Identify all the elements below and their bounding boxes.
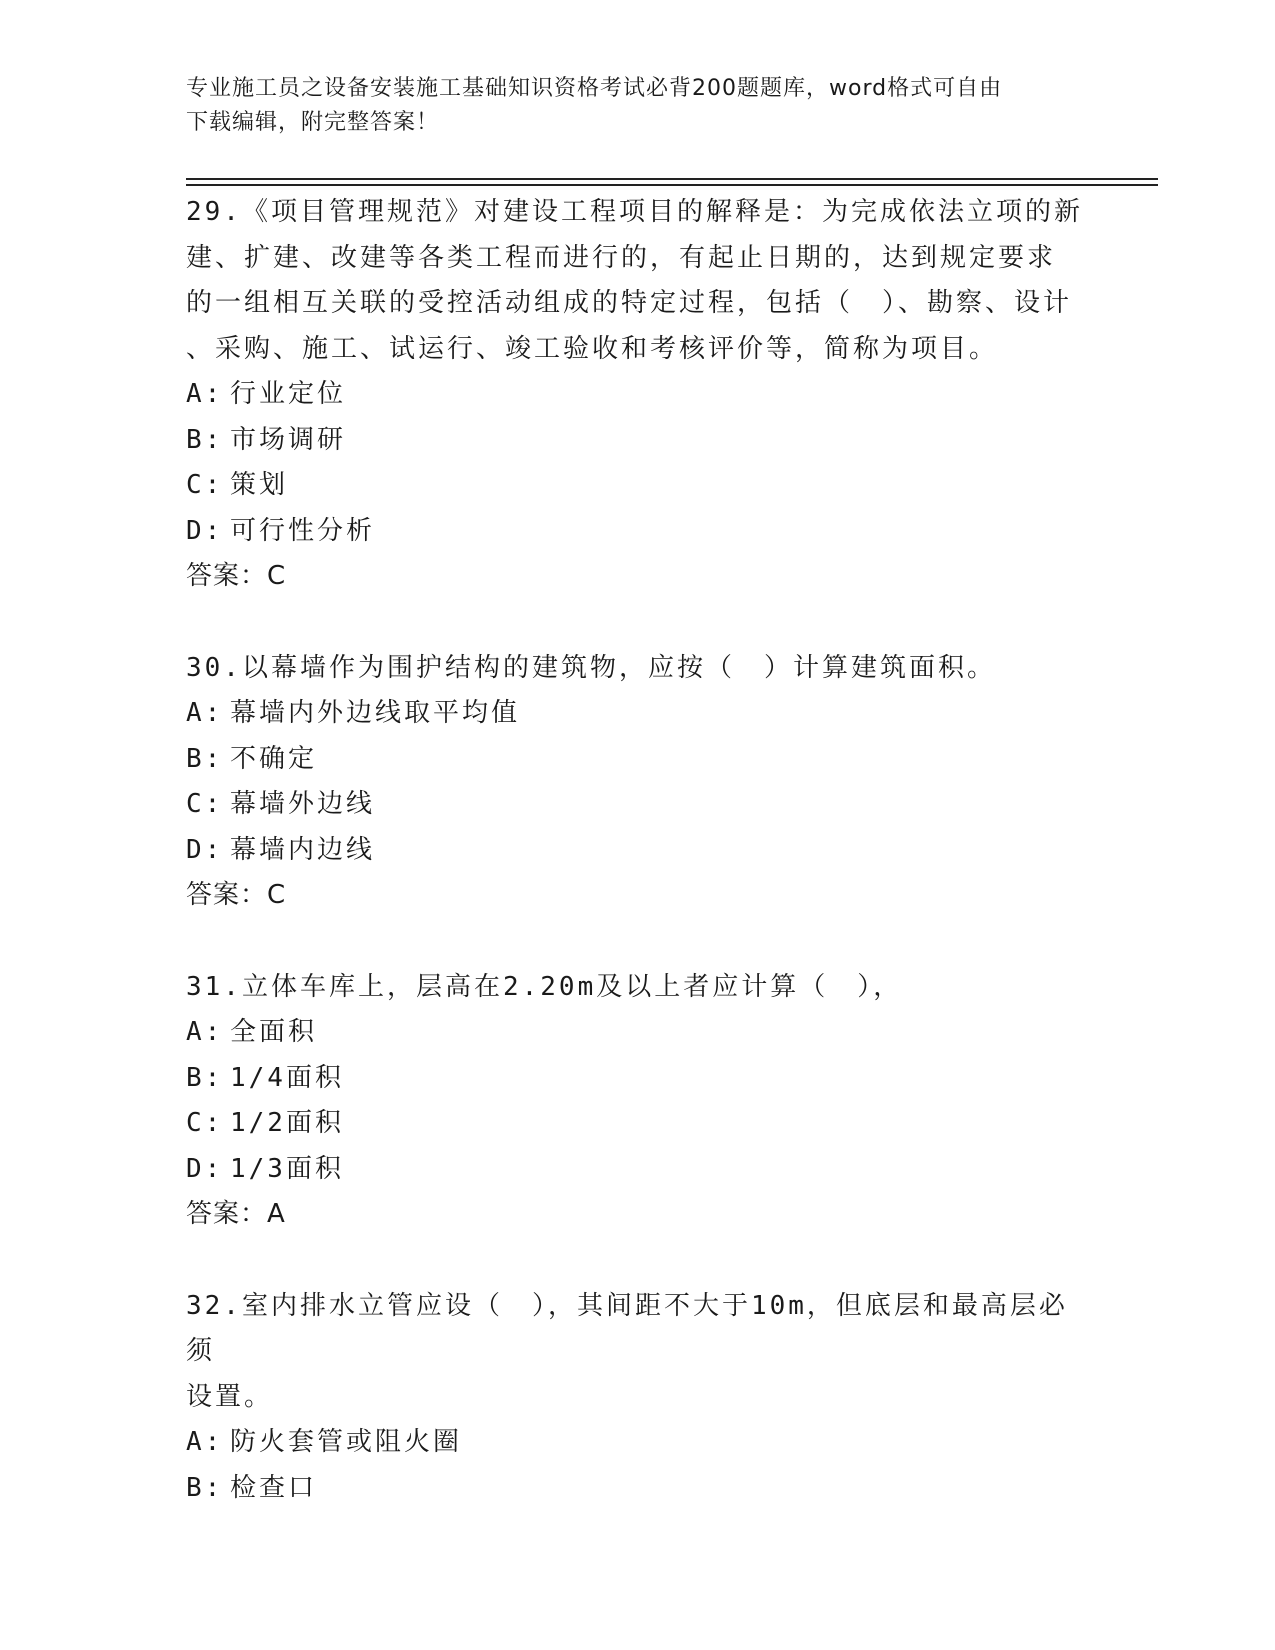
question-list [186, 190, 1086, 1511]
answer-line: 答案：A [186, 1199, 286, 1229]
option-text: 市场调研 [230, 424, 347, 455]
option-b [186, 1466, 1086, 1512]
option-text: 1/4面积 [230, 1062, 344, 1093]
option-text: 行业定位 [230, 379, 347, 409]
question-text-line: 设置。 [186, 1381, 274, 1412]
question-spacer [186, 600, 1086, 646]
option-text: 可行性分析 [230, 515, 376, 546]
option-letter: A: [186, 1017, 224, 1047]
header-line-2: 下载编辑，附完整答案！ [186, 110, 440, 135]
question-32 [186, 1284, 1086, 1512]
header-divider-bottom [186, 184, 1158, 186]
option-text: 幕墙内边线 [230, 834, 376, 865]
option-a [186, 691, 1086, 737]
option-d [186, 509, 1086, 555]
header-line-1: 专业施工员之设备安装施工基础知识资格考试必背200题题库，word格式可自由 [186, 76, 1003, 101]
option-letter: D: [186, 834, 224, 865]
option-c [186, 463, 1086, 509]
option-text: 幕墙外边线 [230, 789, 376, 819]
option-letter: B: [186, 743, 224, 774]
option-letter: B: [186, 424, 224, 455]
answer-line: 答案：C [186, 561, 287, 591]
option-text: 幕墙内外边线取平均值 [230, 698, 521, 728]
option-letter: B: [186, 1062, 224, 1093]
option-d [186, 828, 1086, 874]
option-a [186, 372, 1086, 418]
question-text-line: 32.室内排水立管应设（ ），其间距不大于10m，但底层和最高层必须 [186, 1290, 1068, 1366]
question-text-line: 的一组相互关联的受控活动组成的特定过程，包括（ ）、勘察、设计 [186, 288, 1073, 318]
answer-line: 答案：C [186, 880, 287, 910]
option-letter: A: [186, 1427, 224, 1457]
option-letter: C: [186, 789, 224, 819]
question-text-line: 31.立体车库上，层高在2.20m及以上者应计算（ ）， [186, 971, 903, 1002]
option-letter: C: [186, 470, 224, 500]
option-text: 检查口 [230, 1472, 318, 1503]
option-a [186, 1010, 1086, 1056]
question-spacer [186, 1238, 1086, 1284]
option-letter: A: [186, 379, 224, 409]
document-header [186, 72, 1086, 140]
question-31 [186, 965, 1086, 1238]
option-text: 不确定 [230, 743, 318, 774]
option-text: 1/3面积 [230, 1153, 344, 1184]
option-letter: D: [186, 1153, 224, 1184]
option-text: 全面积 [230, 1017, 318, 1047]
question-spacer [186, 919, 1086, 965]
option-letter: B: [186, 1472, 224, 1503]
option-text: 防火套管或阻火圈 [230, 1427, 463, 1457]
question-text-line: 建、扩建、改建等各类工程而进行的，有起止日期的，达到规定要求 [186, 242, 1057, 273]
option-text: 策划 [230, 470, 289, 500]
question-text-line: 、采购、施工、试运行、竣工验收和考核评价等，简称为项目。 [186, 333, 999, 364]
option-letter: A: [186, 698, 224, 728]
option-a [186, 1420, 1086, 1466]
question-30 [186, 646, 1086, 919]
option-b [186, 418, 1086, 464]
option-c [186, 782, 1086, 828]
header-divider-top [186, 178, 1158, 180]
option-b [186, 737, 1086, 783]
question-text-line: 29.《项目管理规范》对建设工程项目的解释是：为完成依法立项的新 [186, 197, 1083, 227]
option-text: 1/2面积 [230, 1108, 344, 1138]
option-c [186, 1101, 1086, 1147]
question-29 [186, 190, 1086, 600]
option-d [186, 1147, 1086, 1193]
option-letter: D: [186, 515, 224, 546]
question-text-line: 30.以幕墙作为围护结构的建筑物，应按（ ）计算建筑面积。 [186, 652, 996, 683]
option-b [186, 1056, 1086, 1102]
option-letter: C: [186, 1108, 224, 1138]
